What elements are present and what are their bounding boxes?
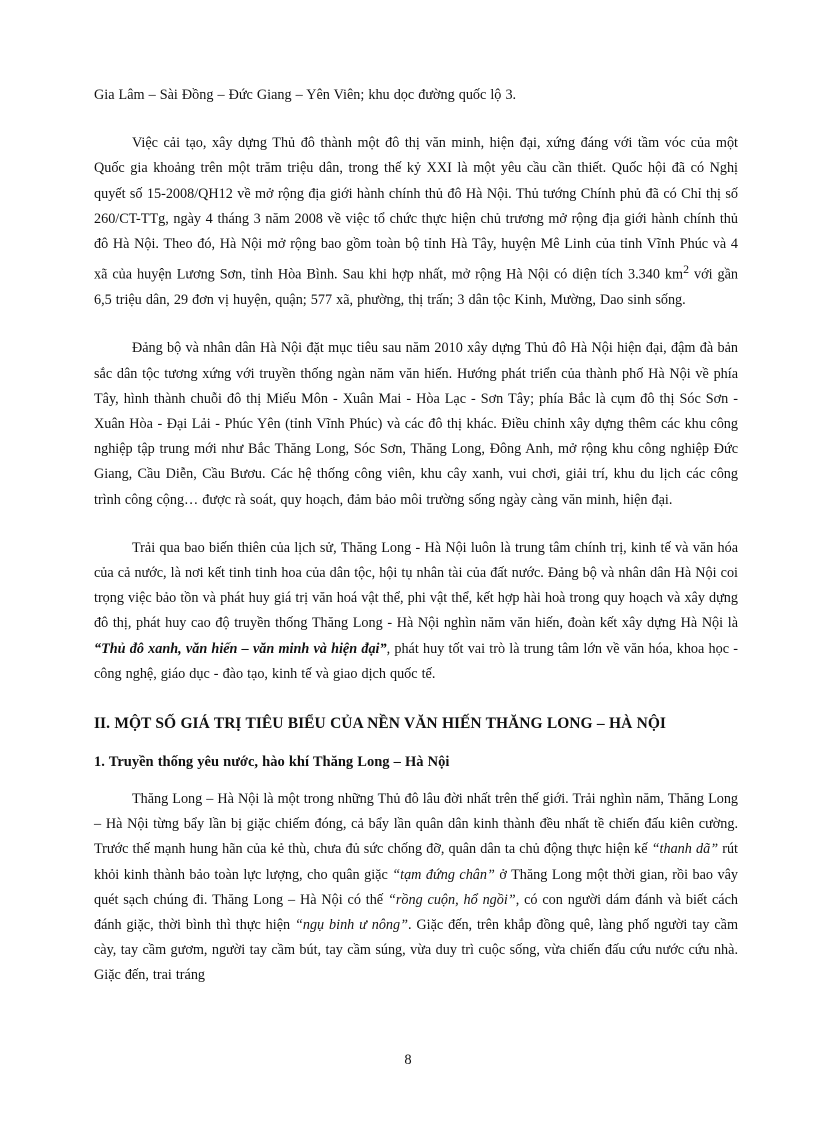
paragraph-text: rút khỏi kinh thành bảo toàn lực lượng, cho quân giặc	[94, 841, 738, 883]
section-heading: II. MỘT SỐ GIÁ TRỊ TIÊU BIỂU CỦA NỀN VĂN HIẾN THĂNG LONG – HÀ NỘI	[94, 715, 666, 732]
paragraph-text: Việc cải tạo, xây dựng Thủ đô thành một đô thị văn minh, hiện đại, xứng đáng với tầm vóc của một Quốc gia khoảng trên một trăm triệu dân, trong thế kỷ XXI là một yêu cầu cần thiết. Quốc hội đã có Nghị quyết số 15-2008/QH12 về mở rộng địa giới hành chính thủ đô Hà Nội. Thủ tướng Chính phủ đã có Chỉ thị số 260/CT-TTg, ngày 4 tháng 3 năm 2008 về việc tổ chức thực hiện chủ trương mở rộng địa giới hành chính thủ đô Hà Nội. Theo đó, Hà Nội mở rộng bao gồm toàn bộ tỉnh Hà Tây, huyện Mê Linh của tỉnh Vĩnh Phúc và 4 xã của huyện Lương Sơn, tỉnh Hòa Bình. Sau khi hợp nhất, mở rộng Hà Nội có diện tích 3.340 km	[94, 135, 738, 283]
paragraph-continuation	[94, 83, 738, 108]
paragraph-cultural-center	[94, 536, 738, 687]
paragraph-capital-expansion	[94, 131, 738, 313]
superscript: 2	[683, 262, 689, 277]
paragraph-text: . Giặc đến, trên khắp đồng quê, làng phố người tay cầm cày, tay cầm gươm, người tay cầm bút, tay cầm súng, vừa duy trì cuộc sống, vừa chiến đấu cứu nước cứu nhà. Giặc đến, trai tráng	[94, 917, 738, 984]
paragraph-text: Thăng Long – Hà Nội là một trong những Thủ đô lâu đời nhất trên thế giới. Trải nghìn năm, Thăng Long – Hà Nội từng bẩy lần bị giặc chiếm đóng, cả bẩy lần quân dân kinh thành đều nhất tề chiến đấu kiên cường. Trước thế mạnh hung hãn của kẻ thù, chưa đủ sức chống đỡ, quân dân ta chủ động thực hiện kế	[94, 791, 739, 858]
paragraph-text: , phát huy tốt vai trò là trung tâm lớn về văn hóa, khoa học - công nghệ, giáo dục - đào tạo, kinh tế và giao dịch quốc tế.	[94, 640, 738, 682]
paragraph-text: Gia Lâm – Sài Đồng – Đức Giang – Yên Viên; khu dọc đường quốc lộ 3.	[94, 87, 517, 103]
quote-text: “thanh dã”	[651, 841, 719, 858]
page-body	[94, 83, 738, 989]
paragraph-text: Đảng bộ và nhân dân Hà Nội đặt mục tiêu sau năm 2010 xây dựng Thủ đô Hà Nội hiện đại, đậm đà bản sắc dân tộc tương xứng với truyền thống ngàn năm văn hiến. Hướng phát triển của thành phố Hà Nội về phía Tây, hình thành chuỗi đô thị Miếu Môn - Xuân Mai - Hòa Lạc - Sơn Tây; phía Bắc là cụm đô thị Sóc Sơn - Xuân Hòa - Đại Lải - Phúc Yên (tỉnh Vĩnh Phúc) và các đô thị khác. Điều chỉnh xây dựng thêm các khu công nghiệp tập trung mới như Bắc Thăng Long, Sóc Sơn, Thăng Long, Đông Anh, mở rộng khu công nghiệp Đức Giang, Cầu Diễn, Cầu Bươu. Các hệ thống công viên, khu cây xanh, vui chơi, giải trí, khu du lịch các công trình công cộng… được rà soát, quy hoạch, đảm bảo môi trường sống ngày càng văn minh, hiện đại.	[94, 340, 738, 508]
paragraph-development-goals	[94, 336, 738, 512]
page-number: 8	[404, 1052, 412, 1068]
paragraph-text: , có con người dám đánh và biết cách đánh giặc, thời bình thì thực hiện	[94, 891, 738, 934]
paragraph-patriotic-tradition	[94, 787, 738, 989]
slogan-text: “Thủ đô xanh, văn hiến – văn minh và hiện đại”	[94, 640, 387, 657]
quote-text: “ngụ binh ư nông”	[294, 917, 408, 934]
paragraph-text: ở Thăng Long một thời gian, rồi bao vây quét sạch chúng đi. Thăng Long – Hà Nội có thế	[94, 866, 738, 908]
quote-text: “rồng cuộn, hổ ngồi”	[387, 891, 516, 908]
paragraph-text: Trải qua bao biến thiên của lịch sử, Thăng Long - Hà Nội luôn là trung tâm chính trị, kinh tế và văn hóa của cả nước, là nơi kết tinh tinh hoa của dân tộc, hội tụ nhân tài của đất nước. Đảng bộ và nhân dân Hà Nội coi trọng việc bảo tồn và phát huy giá trị văn hoá vật thể, phi vật thể, kết hợp hài hoà trong quy hoạch và xây dựng đô thị, phát huy cao độ truyền thống Thăng Long - Hà Nội nghìn năm văn hiến, đoàn kết xây dựng Hà Nội là	[94, 539, 738, 632]
quote-text: “tạm đứng chân”	[392, 866, 495, 883]
subsection-heading: 1. Truyền thống yêu nước, hào khí Thăng Long – Hà Nội	[94, 754, 450, 770]
paragraph-text: với gần 6,5 triệu dân, 29 đơn vị huyện, quận; 577 xã, phường, thị trấn; 3 dân tộc Kinh, Mường, Dao sinh sống.	[94, 266, 738, 309]
